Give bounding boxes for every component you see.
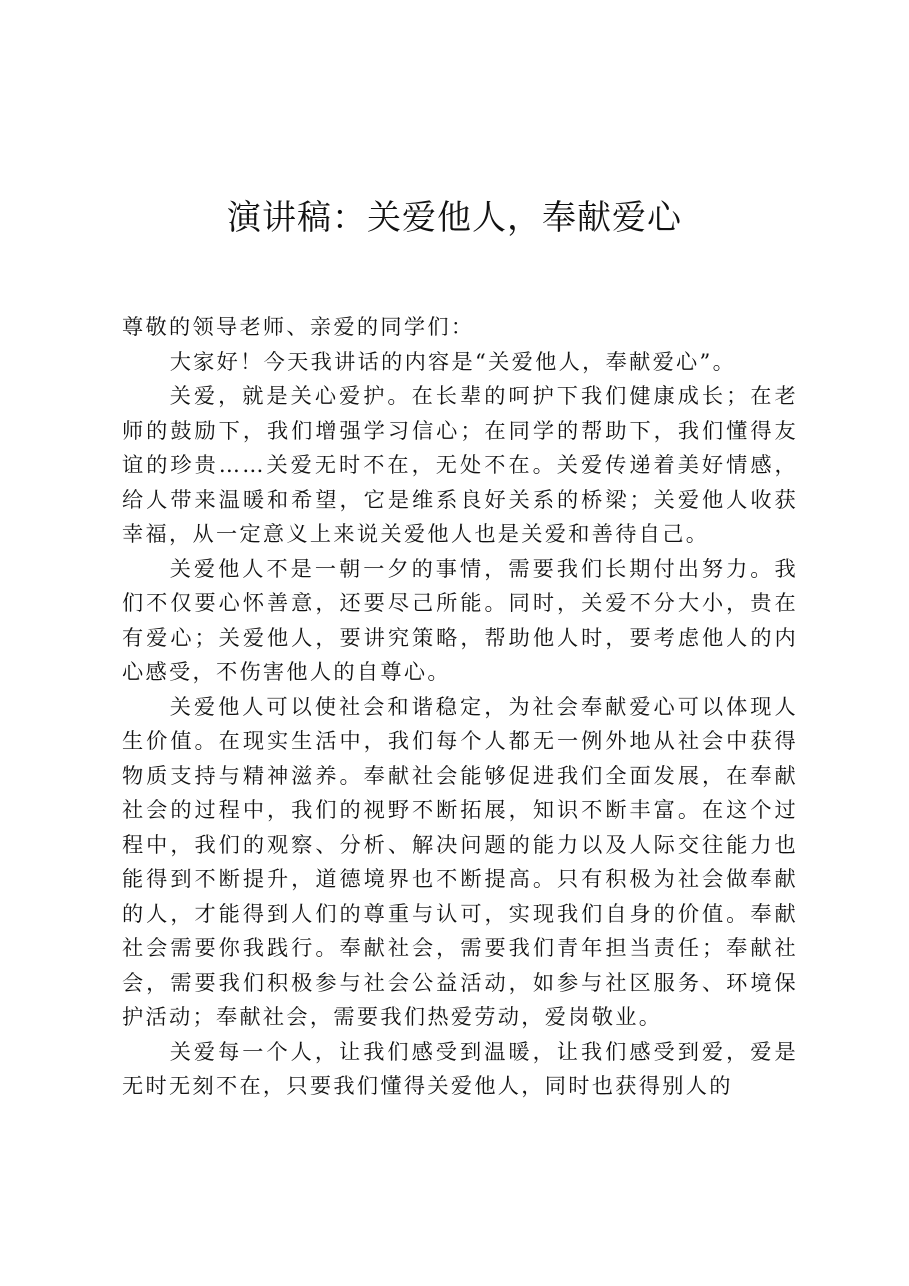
salutation: 尊敬的领导老师、亲爱的同学们： xyxy=(122,314,475,339)
document-body xyxy=(122,310,798,1104)
paragraph-society: 关爱他人可以使社会和谐稳定，为社会奉献爱心可以体现人生价值。在现实生活中，我们每个人都无一例外地从社会中获得物质支持与精神滋养。奉献社会能够促进我们全面发展，在奉献社会的过程中，我们的视野不断拓展，知识不断丰富。在这个过程中，我们的观察、分析、解决问题的能力以及人际交往能力也能得到不断提升，道德境界也不断提高。只有积极为社会做奉献的人，才能得到人们的尊重与认可，实现我们自身的价值。奉献社会需要你我践行。奉献社会，需要我们青年担当责任；奉献社会，需要我们积极参与社会公益活动，如参与社区服务、环境保护活动；奉献社会，需要我们热爱劳动，爱岗敬业。 xyxy=(122,693,798,1029)
document-title: 演讲稿：关爱他人，奉献爱心 xyxy=(227,198,682,238)
paragraph-greeting: 大家好！今天我讲话的内容是“关爱他人，奉献爱心”。 xyxy=(169,348,737,374)
paragraph-effort: 关爱他人不是一朝一夕的事情，需要我们长期付出努力。我们不仅要心怀善意，还要尽己所能。同时，关爱不分大小，贵在有爱心；关爱他人，要讲究策略，帮助他人时，要考虑他人的内心感受，不伤害他人的自尊心。 xyxy=(122,555,798,684)
paragraph-closing: 关爱每一个人，让我们感受到温暖，让我们感受到爱，爱是无时无刻不在，只要我们懂得关爱他人，同时也获得别人的 xyxy=(122,1038,798,1098)
paragraph-definition: 关爱，就是关心爱护。在长辈的呵护下我们健康成长；在老师的鼓励下，我们增强学习信心；在同学的帮助下，我们懂得友谊的珍贵……关爱无时不在，无处不在。关爱传递着美好情感，给人带来温暖和希望，它是维系良好关系的桥梁；关爱他人收获幸福，从一定意义上来说关爱他人也是关爱和善待自己。 xyxy=(122,383,798,546)
